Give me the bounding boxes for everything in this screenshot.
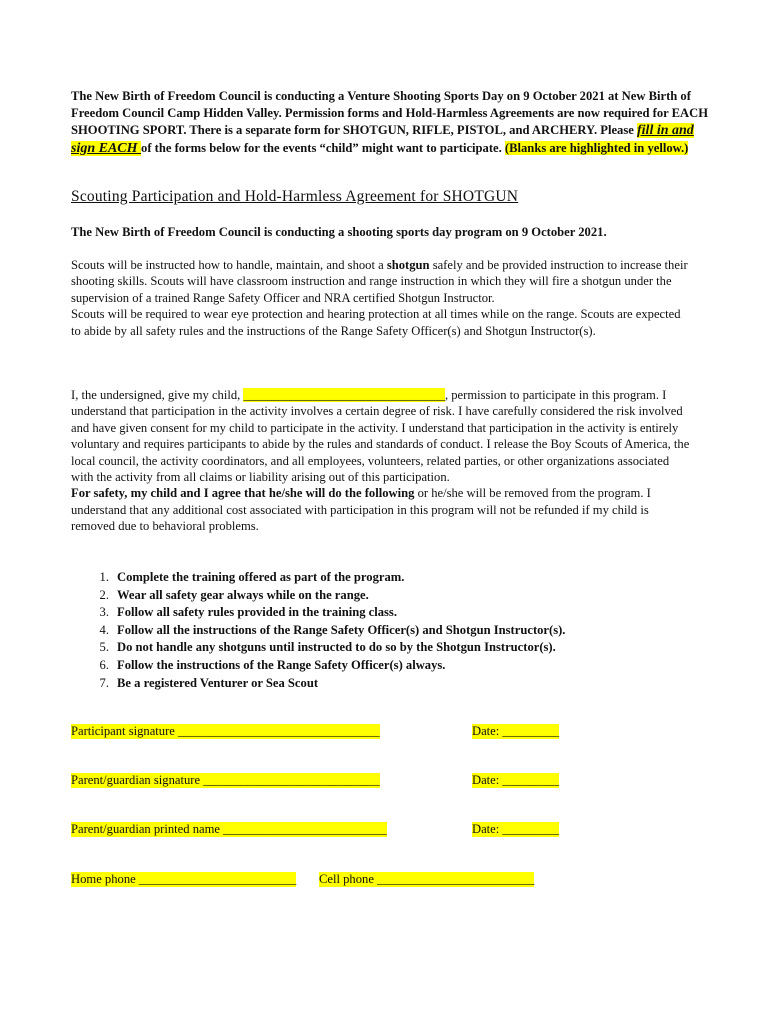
consent-text-a: I, the undersigned, give my child, [71,388,244,402]
rule-number: 5. [99,640,109,655]
safety-rules-list [71,569,565,692]
rule-text: Do not handle any shotguns until instructed to do so by the Shotgun Instructor(s). [117,640,556,655]
rule-number: 6. [99,657,109,672]
instruction-paragraph [71,257,691,339]
safety-agreement-bold: For safety, my child and I agree that he/she will do the following [71,486,415,501]
list-item [71,604,565,622]
rule-number: 7. [99,675,109,690]
home-phone-field[interactable]: Home phone _________________________ [71,872,297,886]
highlight-note: (Blanks are highlighted in yellow.) [504,140,689,155]
list-item [71,622,565,640]
consent-paragraph [71,387,691,535]
shotgun-bold: shotgun [386,258,430,272]
rule-text: Follow all safety rules provided in the training class. [117,605,397,620]
participant-date-field[interactable]: Date: _________ [472,724,560,738]
intro-text-2: of the forms below for the events “child” might want to participate. [141,140,505,155]
list-item [71,587,565,605]
child-name-blank[interactable]: ________________________________ [243,388,445,402]
parent-date-field[interactable]: Date: _________ [472,773,560,787]
list-item [71,675,565,693]
rule-text: Follow all the instructions of the Range Safety Officer(s) and Shotgun Instructor(s). [117,622,566,637]
rule-text: Wear all safety gear always while on the range. [117,587,369,602]
section-title: Scouting Participation and Hold-Harmless Agreement for SHOTGUN [71,188,519,205]
rule-text: Be a registered Venturer or Sea Scout [117,675,319,690]
intro-paragraph [71,88,711,157]
parent-printed-name-field[interactable]: Parent/guardian printed name __________________________ [71,822,387,836]
participant-signature-field[interactable]: Participant signature ________________________________ [71,724,380,738]
parent-signature-field[interactable]: Parent/guardian signature ____________________________ [71,773,380,787]
rule-number: 1. [99,570,109,584]
printed-name-date-field[interactable]: Date: _________ [472,822,560,836]
intro-text-1: The New Birth of Freedom Council is conducting a Venture Shooting Sports Day on 9 October 2021 at New Birth of Freedom Council Camp Hidden Valley. Permission forms and Hold-Harmless Agreements are now required for EACH SHOOTING SPORT. There is a separate form for SHOTGUN, RIFLE, PISTOL, and ARCHERY. Please [71,89,709,138]
list-item [71,657,565,675]
fill-in-sign-emphasis: fill in and sign EACH [71,123,694,156]
rule-text: Follow the instructions of the Range Safety Officer(s) always. [117,657,446,672]
council-program-line: The New Birth of Freedom Council is conducting a shooting sports day program on 9 October 2021. [71,225,607,239]
cell-phone-field[interactable]: Cell phone _________________________ [319,872,535,886]
rule-number: 2. [99,587,109,602]
rule-text: Complete the training offered as part of the program. [117,570,405,584]
rule-number: 4. [99,622,109,637]
instruction-text-b: safely and be provided instruction to increase their shooting skills. Scouts will have classroom instruction and range instruction in which they will fire a shotgun under the supervision of a trained Range Safety Officer and NRA certified Shotgun Instructor. [71,258,688,305]
rule-number: 3. [99,605,109,620]
instruction-text-c: Scouts will be required to wear eye protection and hearing protection at all times while on the range. Scouts are expected to abide by all safety rules and the instructions of the Range Safety Officer(s) and Shotgun Instructor(s). [71,307,681,338]
list-item [71,639,565,657]
instruction-text-a: Scouts will be instructed how to handle, maintain, and shoot a [71,258,387,272]
consent-text-c: or he/she will be removed from the program. I understand that any additional cost associated with participation in this program will not be refunded if my child is removed due to behavioral problems. [71,486,651,534]
list-item [71,569,565,587]
consent-text-b: , permission to participate in this program. I understand that participation in the activity involves a certain degree of risk. I have carefully considered the risk involved and have given consent for my child to participate in the activity. I understand that participation in the activity is entirely voluntary and requires participants to abide by the rules and standards of conduct. I release the Boy Scouts of America, the local council, the activity coordinators, and all employees, volunteers, related parties, or other organizations associated with the activity from all claims or liability arising out of this participation. [71,388,690,485]
